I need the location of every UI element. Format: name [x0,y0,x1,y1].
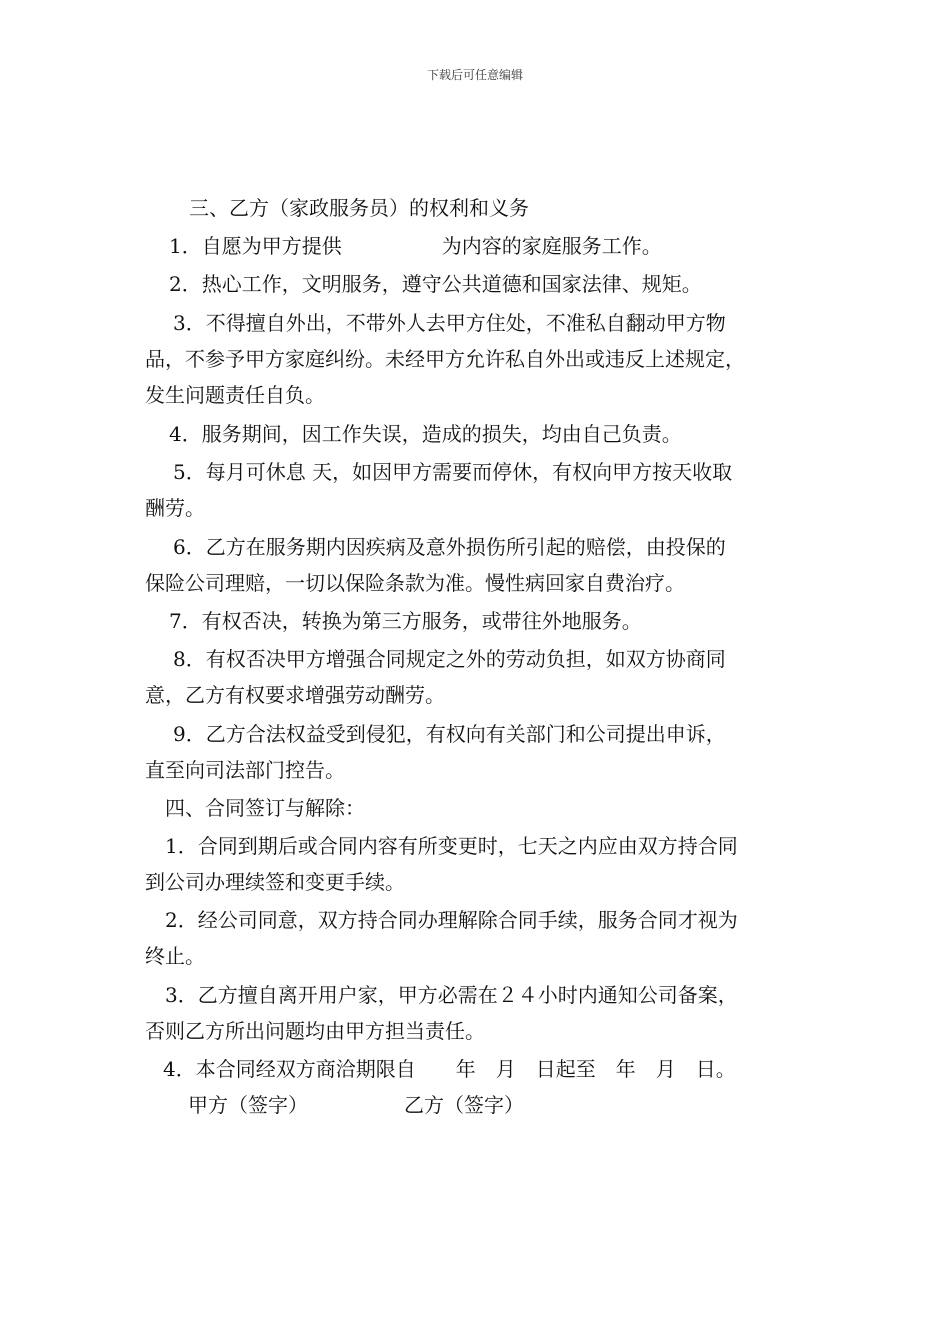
s3-item2-line1: 2．热心工作，文明服务，遵守公共道德和国家法律、规矩。 [169,272,702,296]
s4-item2-line1: 2．经公司同意，双方持合同办理解除合同手续，服务合同才视为 [165,908,738,932]
s3-item4-line1: 4．服务期间，因工作失误，造成的损失，均由自己负责。 [169,422,682,446]
s3-item5-line1: 5．每月可休息 天，如因甲方需要而停休，有权向甲方按天收取 [173,460,733,484]
s3-item7-line1: 7．有权否决，转换为第三方服务，或带往外地服务。 [169,609,642,633]
s3-item6-line2: 保险公司理赔，一切以保险条款为准。慢性病回家自费治疗。 [145,571,685,595]
party-a-signature-label: 甲方（签字） [188,1093,308,1117]
s3-item3-line2: 品，不参予甲方家庭纠纷。未经甲方允许私自外出或违反上述规定， [145,347,745,371]
header-note: 下载后可任意编辑 [426,68,523,82]
s3-item8-line1: 8．有权否决甲方增强合同规定之外的劳动负担，如双方协商同 [173,647,726,671]
s3-item8-line2: 意，乙方有权要求增强劳动酬劳。 [145,683,445,707]
s3-item9-line2: 直至向司法部门控告。 [145,758,345,782]
s3-item9-line1: 9．乙方合法权益受到侵犯，有权向有关部门和公司提出申诉， [173,722,726,746]
s4-item2-line2: 终止。 [145,944,205,968]
s3-item5-line2: 酬劳。 [145,496,205,520]
s4-item4-line1: 4．本合同经双方商洽期限自 年 月 日起至 年 月 日。 [163,1057,736,1081]
s4-item1-line1: 1．合同到期后或合同内容有所变更时，七天之内应由双方持合同 [165,834,738,858]
s3-item1-line1: 1．自愿为甲方提供 为内容的家庭服务工作。 [169,234,662,258]
s4-item3-line1: 3．乙方擅自离开用户家，甲方必需在２４小时内通知公司备案， [165,983,738,1007]
s3-item6-line1: 6．乙方在服务期内因疾病及意外损伤所引起的赔偿，由投保的 [173,535,726,559]
s3-item3-line3: 发生问题责任自负。 [145,383,325,407]
s4-item3-line2: 否则乙方所出问题均由甲方担当责任。 [145,1019,485,1043]
section4-title: 四、合同签订与解除： [165,796,365,820]
s3-item3-line1: 3．不得擅自外出，不带外人去甲方住处，不准私自翻动甲方物 [173,311,726,335]
section3-title: 三、乙方（家政服务员）的权利和义务 [189,196,529,220]
party-b-signature-label: 乙方（签字） [404,1093,524,1117]
s4-item1-line2: 到公司办理续签和变更手续。 [145,870,405,894]
